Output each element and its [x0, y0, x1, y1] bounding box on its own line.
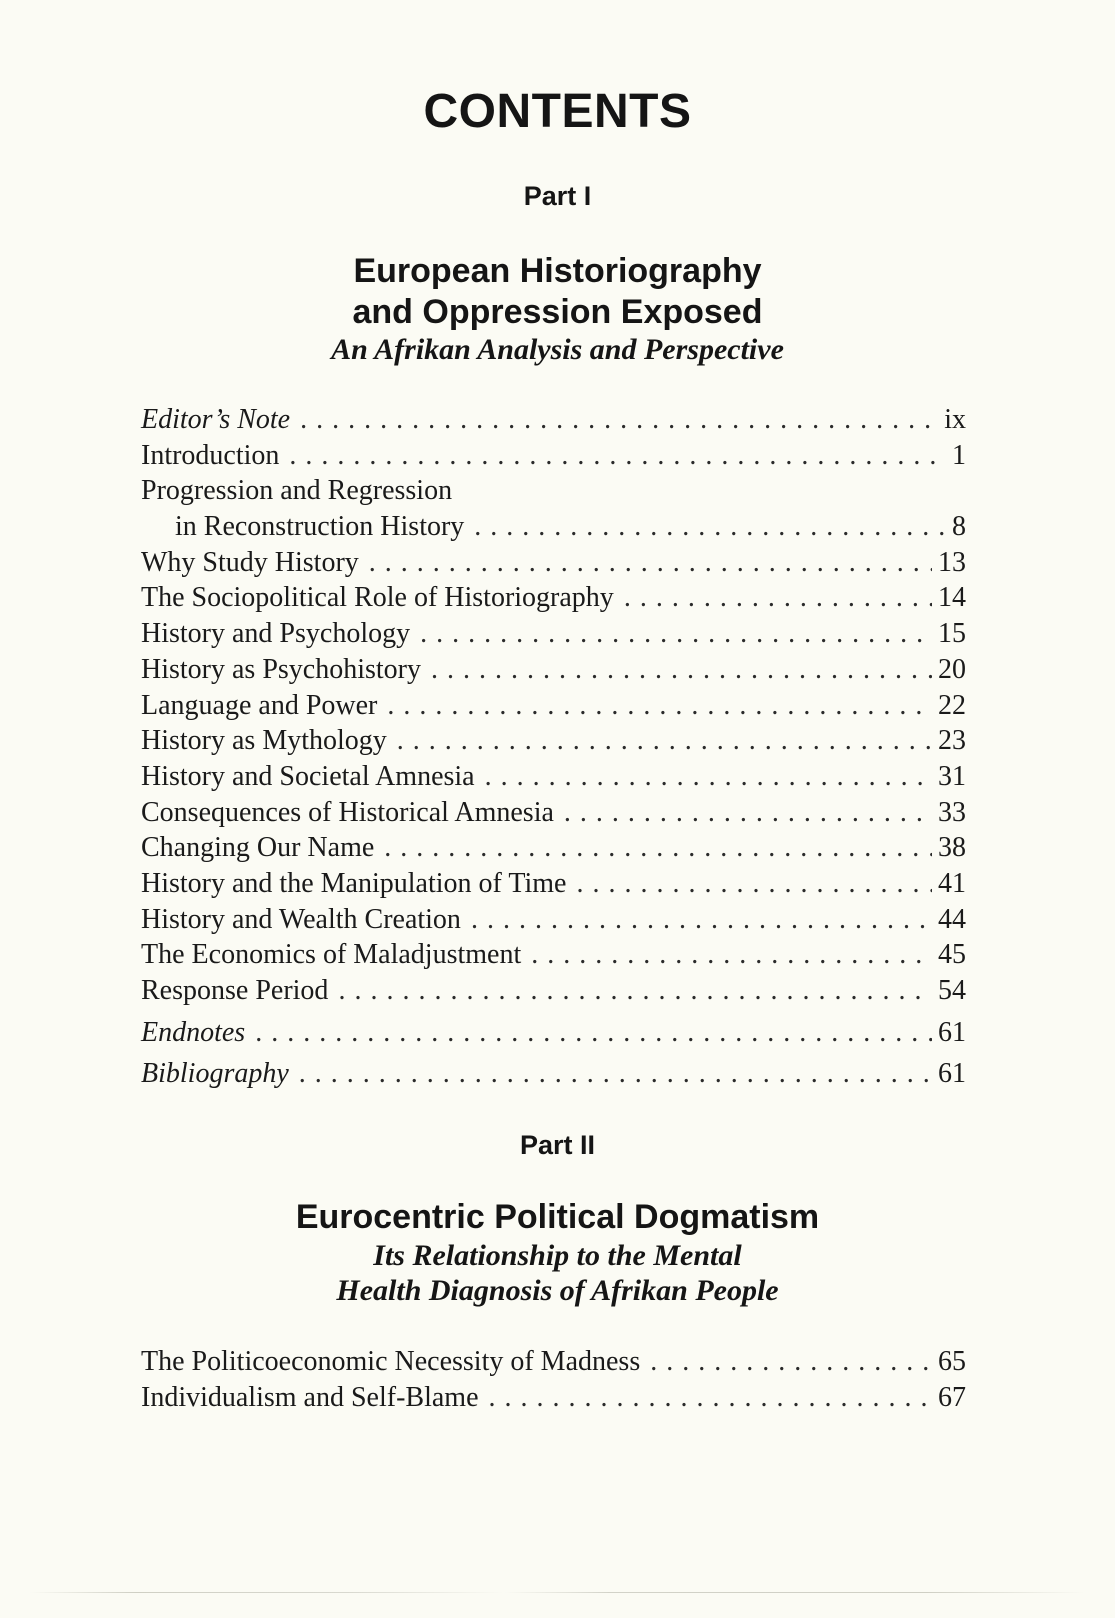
dot-leader — [474, 509, 946, 545]
toc-entry-page: 67 — [938, 1381, 966, 1413]
part-1-title-line-2: and Oppression Exposed — [352, 293, 763, 331]
toc-entry[interactable] — [141, 616, 966, 652]
toc-entry-label: Why Study History — [141, 546, 359, 578]
toc-entry-label: Endnotes — [141, 1016, 246, 1048]
dot-leader — [387, 688, 932, 724]
toc-entry-label: History and Psychology — [141, 618, 411, 650]
toc-entry-page: 41 — [938, 867, 966, 899]
dot-leader — [489, 1380, 933, 1416]
dot-leader — [300, 402, 938, 438]
toc-entry-page: 45 — [938, 939, 966, 971]
toc-entry-label: Individualism and Self-Blame — [141, 1381, 479, 1413]
part-1-toc-list — [141, 402, 966, 1092]
toc-entry-continuation[interactable] — [141, 509, 966, 545]
toc-entry-label: Consequences of Historical Amnesia — [141, 796, 554, 828]
dot-leader — [531, 937, 932, 973]
toc-entry-page: 20 — [938, 653, 966, 685]
toc-entry[interactable] — [141, 580, 966, 616]
dot-leader — [255, 1015, 932, 1051]
dot-leader — [431, 652, 932, 688]
toc-entry-label: History and Wealth Creation — [141, 903, 461, 935]
part-2-title: Eurocentric Political Dogmatism — [295, 1198, 820, 1236]
toc-entry-label: Response Period — [141, 975, 329, 1006]
toc-entry[interactable] — [141, 973, 966, 1009]
toc-entry-page: 15 — [938, 618, 966, 650]
toc-entry-label: Editor’s Note — [141, 404, 291, 435]
toc-entry-page: 54 — [938, 975, 966, 1006]
toc-entry-label: Changing Our Name — [141, 832, 375, 864]
toc-entry[interactable] — [141, 1015, 966, 1051]
toc-entry-label: Language and Power — [141, 689, 378, 721]
toc-entry[interactable] — [141, 688, 966, 724]
toc-entry-page: 65 — [938, 1346, 966, 1377]
toc-entry-label: The Politicoeconomic Necessity of Madness — [141, 1346, 641, 1377]
toc-entry-label: Progression and Regression — [141, 475, 453, 507]
toc-entry-label: History as Psychohistory — [141, 653, 421, 685]
toc-entry[interactable] — [141, 545, 966, 581]
toc-entry[interactable] — [141, 402, 966, 438]
toc-entry-page: ix — [944, 404, 966, 435]
toc-entry-page: 23 — [938, 725, 966, 757]
dot-leader — [338, 973, 932, 1009]
toc-entry[interactable] — [141, 759, 966, 795]
toc-entry[interactable] — [141, 795, 966, 831]
toc-entry[interactable] — [141, 723, 966, 759]
part-2-subtitle-line-1: Its Relationship to the Mental — [373, 1239, 742, 1272]
toc-entry-page: 8 — [952, 511, 966, 543]
toc-entry-page: 14 — [938, 582, 966, 614]
toc-entry-page: 33 — [938, 796, 966, 828]
toc-entry-label: Introduction — [141, 439, 280, 471]
toc-entry-label: History as Mythology — [141, 725, 387, 757]
part-1-label: Part I — [523, 181, 592, 211]
dot-leader — [420, 616, 932, 652]
toc-entry-label: History and the Manipulation of Time — [141, 867, 567, 899]
part-2-label: Part II — [519, 1130, 596, 1160]
toc-entry-page: 1 — [952, 439, 966, 471]
toc-entry-label: The Economics of Maladjustment — [141, 939, 522, 971]
page-title: CONTENTS — [423, 85, 692, 138]
dot-leader — [384, 830, 932, 866]
toc-entry-page: 61 — [938, 1016, 966, 1048]
toc-entry[interactable] — [141, 1380, 966, 1416]
dot-leader — [289, 438, 946, 474]
toc-entry[interactable] — [141, 830, 966, 866]
dot-leader — [471, 902, 932, 938]
dot-leader — [369, 545, 932, 581]
dot-leader — [299, 1056, 932, 1092]
dot-leader — [397, 723, 932, 759]
dot-leader — [564, 795, 932, 831]
part-2-toc-list — [141, 1344, 966, 1415]
dot-leader — [624, 580, 932, 616]
toc-entry-page: 38 — [938, 832, 966, 864]
toc-entry[interactable] — [141, 438, 966, 474]
dot-leader — [650, 1344, 932, 1380]
dot-leader — [485, 759, 932, 795]
toc-entry-label: in Reconstruction History — [175, 511, 465, 543]
dot-leader — [576, 866, 932, 902]
toc-entry[interactable] — [141, 937, 966, 973]
toc-entry-label: The Sociopolitical Role of Historiography — [141, 582, 614, 614]
scan-edge-line — [30, 1592, 1085, 1593]
toc-entry-page: 61 — [938, 1058, 966, 1090]
toc-entry-page: 44 — [938, 903, 966, 935]
toc-entry-page: 31 — [938, 760, 966, 792]
toc-entry-label: History and Societal Amnesia — [141, 760, 475, 792]
toc-entry-page: 22 — [938, 689, 966, 721]
toc-entry[interactable] — [141, 1344, 966, 1380]
toc-entry[interactable] — [141, 902, 966, 938]
part-2-subtitle-line-2: Health Diagnosis of Afrikan People — [336, 1274, 779, 1307]
toc-entry[interactable] — [141, 866, 966, 902]
toc-entry[interactable] — [141, 1056, 966, 1092]
part-1-title-line-1: European Historiography — [353, 252, 762, 290]
toc-entry-label: Bibliography — [141, 1058, 289, 1090]
toc-entry[interactable] — [141, 652, 966, 688]
toc-entry[interactable] — [141, 473, 966, 509]
toc-entry-page: 13 — [938, 546, 966, 578]
part-1-subtitle: An Afrikan Analysis and Perspective — [331, 333, 784, 366]
